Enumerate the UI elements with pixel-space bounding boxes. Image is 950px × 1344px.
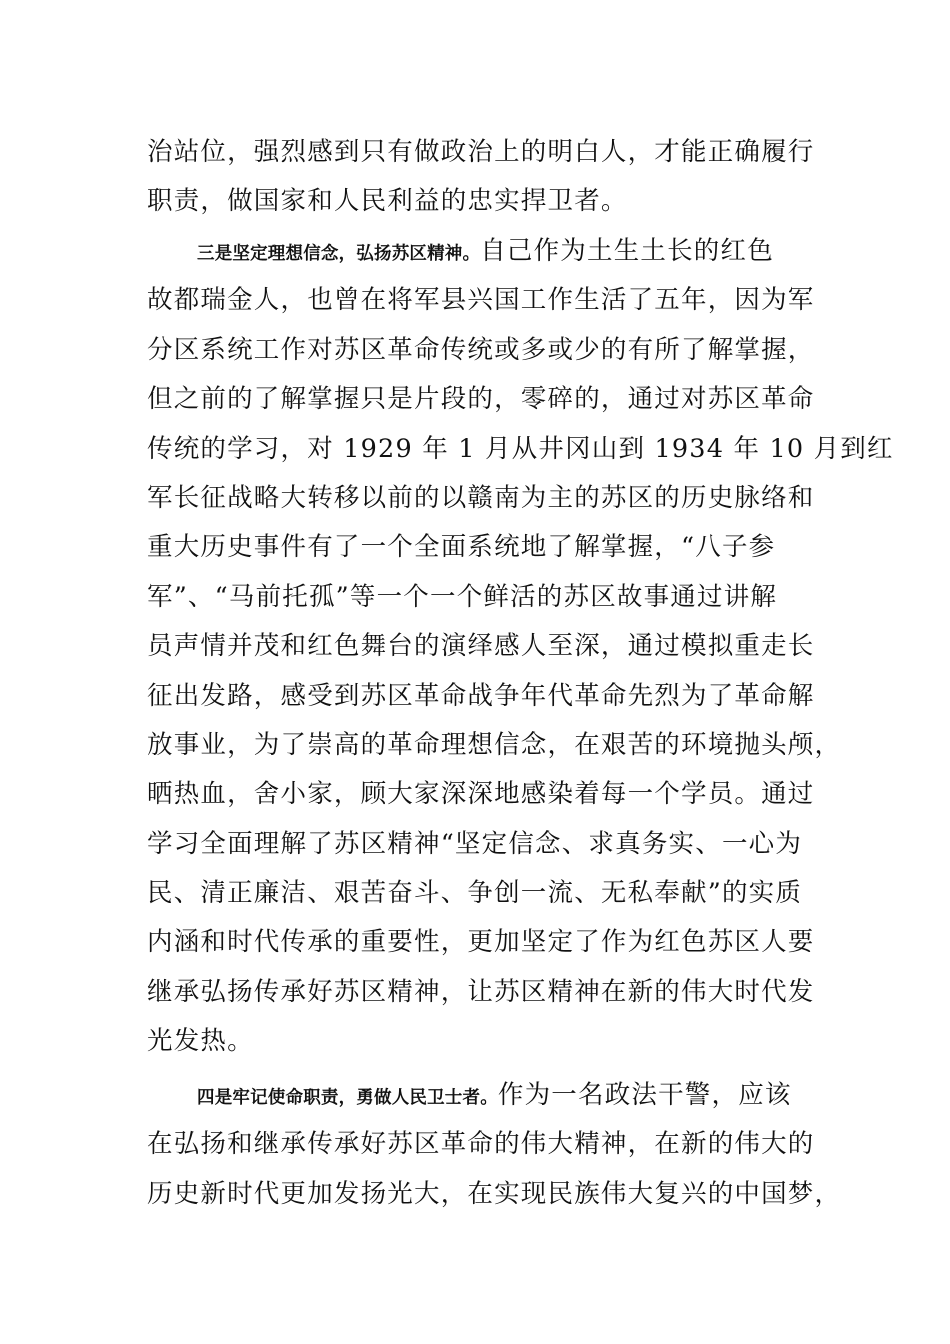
paragraph-first-line [147,1071,805,1120]
text-line: 分区系统工作对苏区革命传统或多或少的有所了解掌握， [147,334,815,365]
paragraph-point-three [147,227,894,1067]
text-line: 放事业，为了崇高的革命理想信念，在艰苦的环境抛头颅， [147,729,842,760]
text-line: 军”、“马前托孤”等一个一个鲜活的苏区故事通过讲解 [147,581,778,612]
text-line: 民、清正廉洁、艰苦奋斗、争创一流、无私奉献”的实质 [147,878,803,909]
text-line: 职责，做国家和人民利益的忠实捍卫者。 [147,186,628,217]
text-line: 传统的学习，对 1929 年 1 月从井冈山到 1934 年 10 月到红 [147,433,894,464]
text-line: 重大历史事件有了一个全面系统地了解掌握，“八子参 [147,532,776,563]
text-line: 但之前的了解掌握只是片段的，零碎的，通过对苏区革命 [147,384,815,415]
text-run: 自己作为土生土长的红色 [480,236,774,266]
paragraph-point-four [147,1071,842,1219]
text-line: 在弘扬和继承传承好苏区革命的伟大精神，在新的伟大的 [147,1129,815,1160]
text-line: 学习全面理解了苏区精神“坚定信念、求真务实、一心为 [147,828,803,859]
text-run: 作为一名政法干警，应该 [497,1080,792,1110]
text-line: 治站位，强烈感到只有做政治上的明白人，才能正确履行 [147,137,815,167]
text-line: 员声情并茂和红色舞台的演绎感人至深，通过模拟重走长 [147,631,815,662]
text-line: 历史新时代更加发扬光大，在实现民族伟大复兴的中国梦， [147,1178,842,1209]
paragraph-heading: 三是坚定理想信念，弘扬苏区精神。 [197,244,481,264]
text-line: 晒热血，舍小家，顾大家深深地感染着每一个学员。通过 [147,779,815,810]
text-line: 故都瑞金人，也曾在将军县兴国工作生活了五年，因为军 [147,285,815,316]
text-line: 军长征战略大转移以前的以赣南为主的苏区的历史脉络和 [147,482,815,513]
paragraph-heading: 四是牢记使命职责，勇做人民卫士者。 [197,1088,498,1108]
paragraph-first-line [147,227,805,276]
text-line: 继承弘扬传承好苏区精神，让苏区精神在新的伟大时代发 [147,976,815,1007]
text-line: 光发热。 [147,1026,254,1057]
paragraph-continuation [147,128,815,227]
text-line: 内涵和时代传承的重要性，更加坚定了作为红色苏区人要 [147,927,815,958]
text-line: 征出发路，感受到苏区革命战争年代革命先烈为了革命解 [147,680,815,711]
